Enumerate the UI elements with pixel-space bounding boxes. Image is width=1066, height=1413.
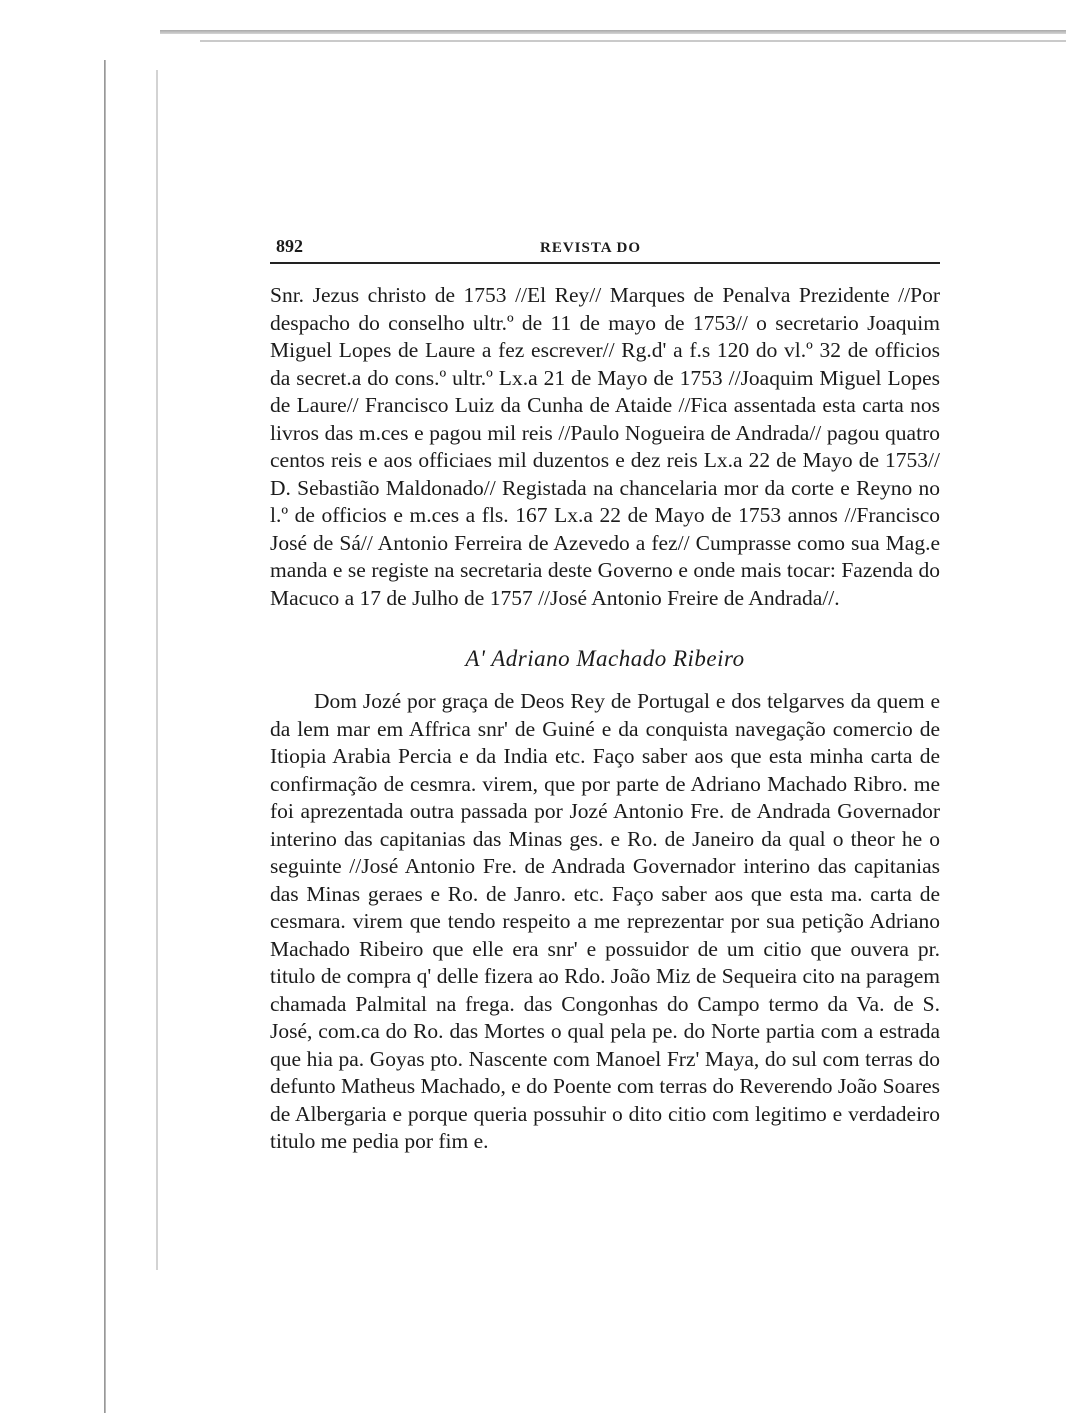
- running-title: REVISTA DO: [540, 240, 641, 256]
- section-heading: A' Adriano Machado Ribeiro: [465, 646, 745, 671]
- paragraph-2: Dom Jozé por graça de Deos Rey de Portugal e dos telgarves da quem e da lem mar em Affrica snr' de Guiné e da conquista navegação comercio de Itiopia Arabia Percia e da India etc. Faço saber aos que esta minha carta de confirmação de cesmra. virem, que por parte de Adriano Machado Ribro. me foi aprezentada outra passada por Jozé Antonio Fre. de Andrada Governador interino das capitanias das Minas ges. e Ro. de Janeiro da qual o theor he o seguinte //José Antonio Fre. de Andrada Governador interino das capitanias das Minas geraes e Ro. de Janro. etc. Faço saber aos que esta ma. carta de cesmara. virem que tendo respeito a me reprezentar por sua petição Adriano Machado Ribeiro que elle era snr' e possuidor de um citio que ouvera pr. titulo de compra q' delle fizera ao Rdo. João Miz de Sequeira cito na paragem chamada Palmital na frega. das Congonhas do Campo termo da Va. de S. José, com.ca do Ro. das Mortes o qual pela pe. do Norte partia com a estrada que hia pa. Goyas pto. Nascente com Manoel Frz' Maya, do sul com terras do defunto Matheus Machado, e do Poente com terras do Reverendo João Soares de Albergaria e porque queria possuhir o dito citio com legitimo e verdadeiro titulo me pedia por fim e.: [270, 689, 940, 1153]
- scan-edge-left-secondary: [156, 70, 158, 1270]
- scan-edge-top-secondary: [200, 40, 1066, 42]
- paragraph-1: Snr. Jezus christo de 1753 //El Rey// Marques de Penalva Prezidente //Por despacho do conselho ultr.º de 11 de mayo de 1753// o secretario Joaquim Miguel Lopes de Laure a fez escrever// Rg.d' a f.s 120 do vl.º 32 de officios da secret.a do cons.º ultr.º Lx.a 21 de Mayo de 1753 //Joaquim Miguel Lopes de Laure// Francisco Luiz da Cunha de Ataide //Fica assentada esta carta nos livros das m.ces e pagou mil reis //Paulo Nogueira de Andrada// pagou quatro centos reis e aos officiaes mil duzentos e dez reis Lx.a 22 de Mayo de 1753// D. Sebastião Maldonado// Registada na chancelaria mor da corte e Reyno no l.º de officios e m.ces a fls. 167 Lx.a 22 de Mayo de 1753 annos //Francisco José de Sá// Antonio Ferreira de Azevedo a fez// Cumprasse como sua Mag.e manda e se registe na secretaria deste Governo e onde mais tocar: Fazenda do Macuco a 17 de Julho de 1757 //José Antonio Freire de Andrada//.: [270, 283, 940, 610]
- running-head: [270, 228, 940, 264]
- book-page: [270, 228, 940, 1156]
- page-number: 892: [276, 236, 303, 256]
- scan-edge-left: [104, 60, 106, 1413]
- scan-edge-top: [160, 30, 1066, 34]
